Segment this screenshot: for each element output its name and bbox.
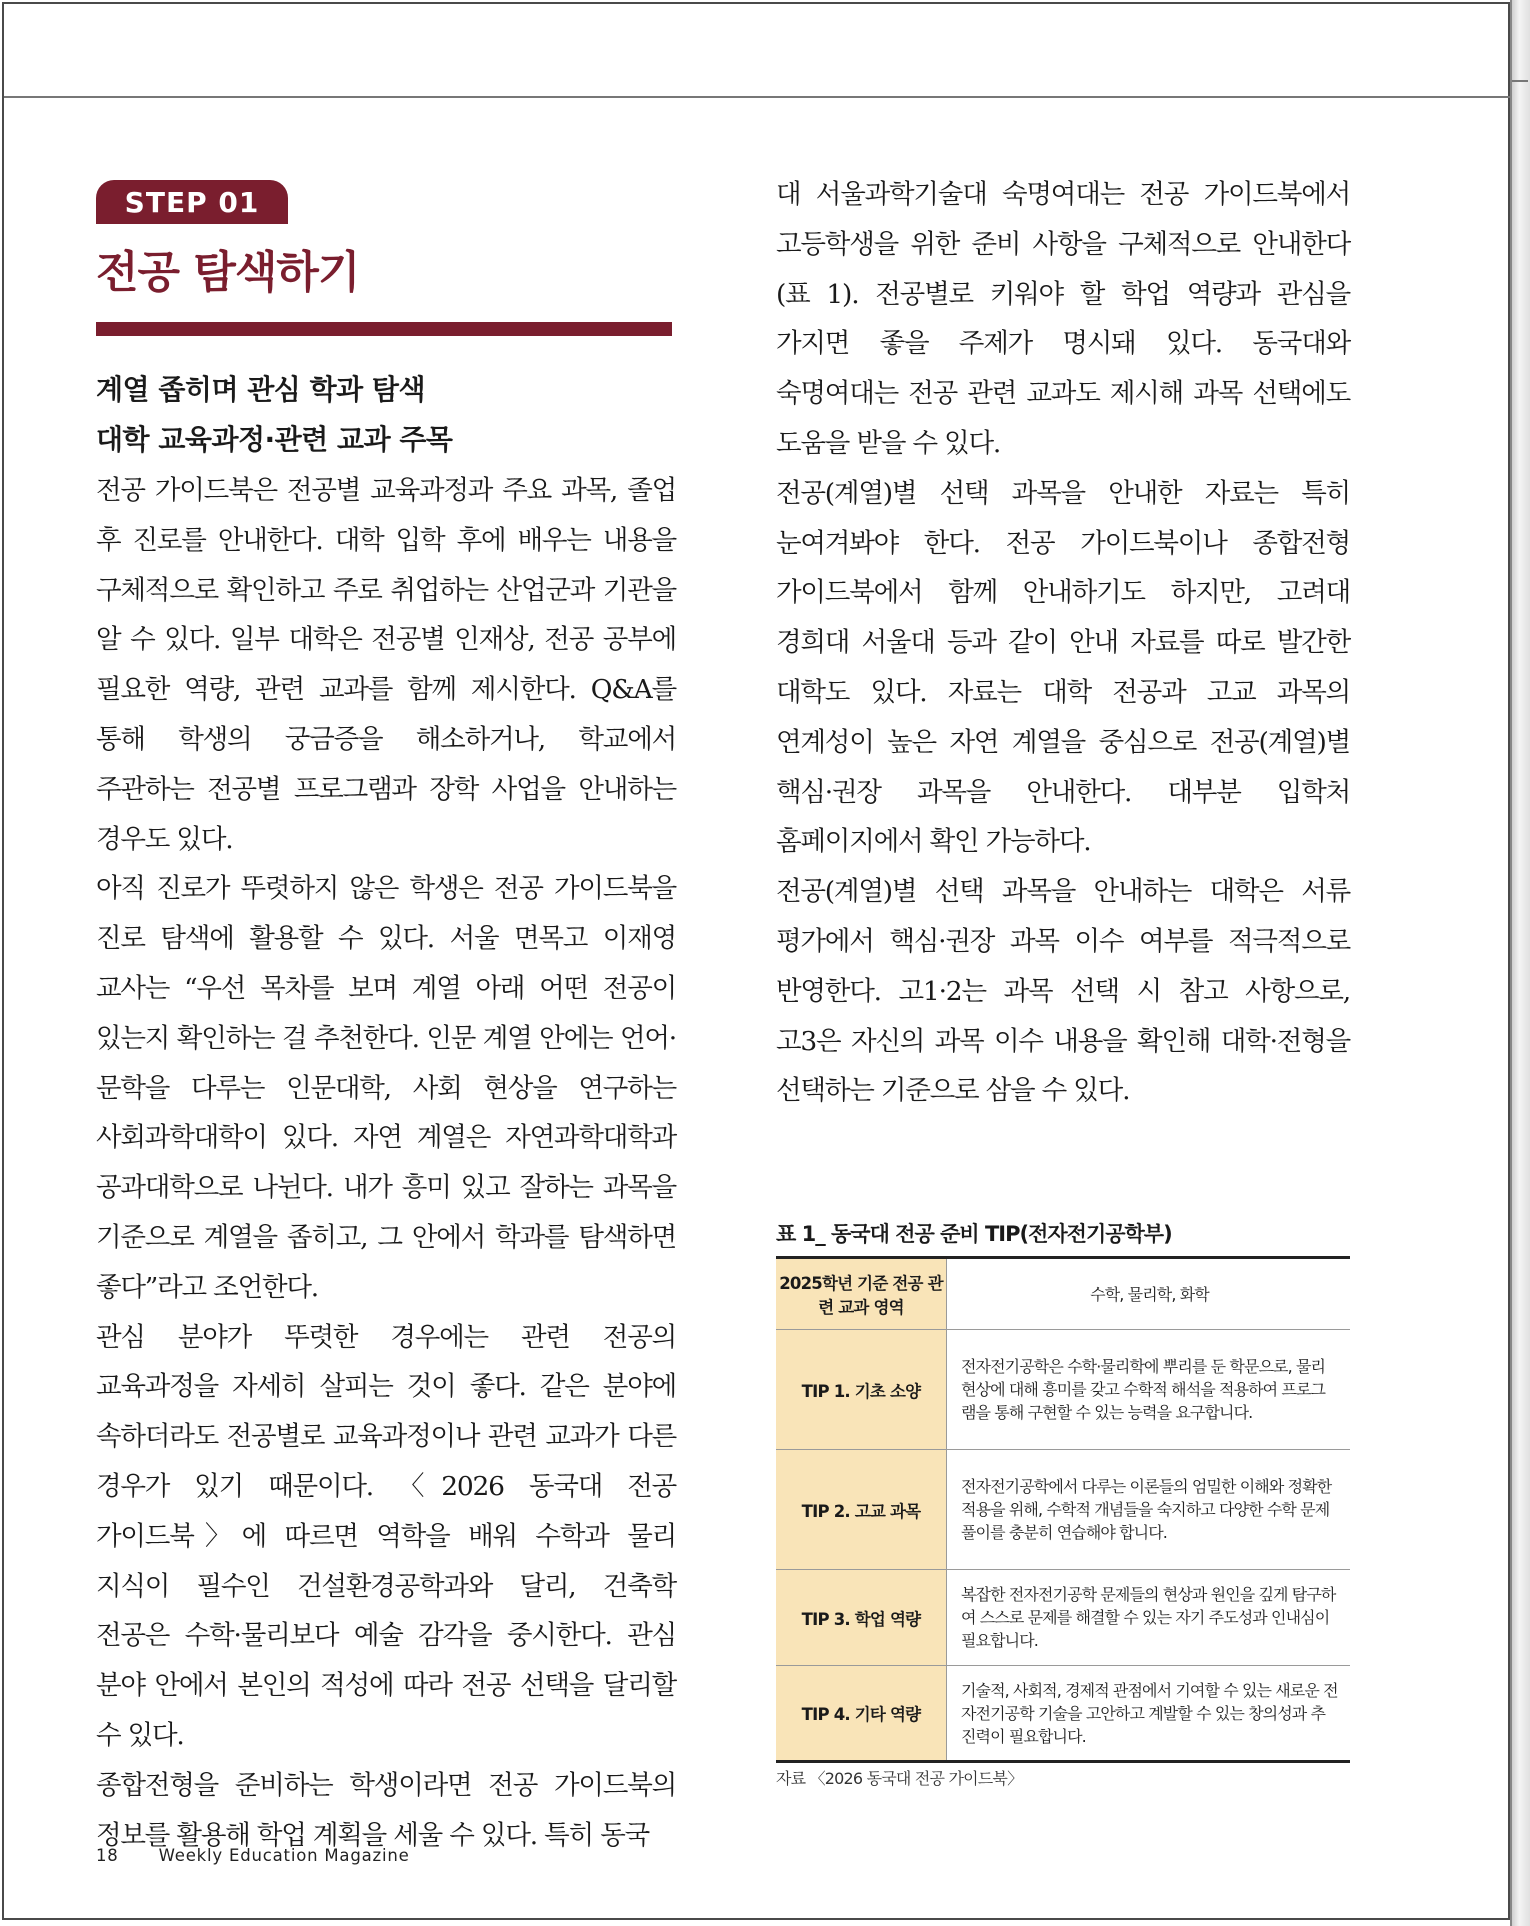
table-row-header: TIP 2. 고교 과목: [776, 1450, 947, 1570]
right-column: [776, 170, 1350, 1116]
table-row: [776, 1666, 1350, 1762]
body-paragraph: 대 서울과학기술대 숙명여대는 전공 가이드북에서 고등학생을 위한 준비 사항을 구체적으로 안내한다(표 1). 전공별로 키워야 할 학업 역량과 관심을 가지면 좋을 주제가 명시돼 있다. 동국대와 숙명여대는 전공 관련 교과도 제시해 과목 선택에도 도움을 받을 수 있다.: [776, 179, 1350, 459]
subhead-2: 대학 교육과정·관련 교과 주목: [96, 423, 453, 456]
page-number: 18: [96, 1846, 119, 1865]
left-column: [96, 466, 676, 1860]
title-underline-bar: [96, 322, 672, 336]
magazine-name: Weekly Education Magazine: [158, 1846, 410, 1865]
table-row-header: TIP 4. 기타 역량: [776, 1666, 947, 1762]
subhead-1: 계열 좁히며 관심 학과 탐색: [96, 373, 426, 406]
table-cell: 수학, 물리학, 화학: [947, 1258, 1351, 1330]
body-paragraph: 전공 가이드북은 전공별 교육과정과 주요 과목, 졸업 후 진로를 안내한다. 대학 입학 후에 배우는 내용을 구체적으로 확인하고 주로 취업하는 산업군과 기관을 알 수 있다. 일부 대학은 전공별 인재상, 전공 공부에 필요한 역량, 관련 교과를 함께 제시한다. Q&A를 통해 학생의 궁금증을 해소하거나, 학교에서 주관하는 전공별 프로그램과 장학 사업을 안내하는 경우도 있다.: [96, 475, 676, 855]
body-paragraph: 관심 분야가 뚜렷한 경우에는 관련 전공의 교육과정을 자세히 살피는 것이 좋다. 같은 분야에 속하더라도 전공별로 교육과정이나 관련 교과가 다른 경우가 있기 때문이다. 〈2026 동국대 전공 가이드북〉에 따르면 역학을 배워 수학과 물리 지식이 필수인 건설환경공학과와 달리, 건축학 전공은 수학·물리보다 예술 감각을 중시한다. 관심 분야 안에서 본인의 적성에 따라 전공 선택을 달리할 수 있다.: [96, 1321, 676, 1751]
table-row: [776, 1570, 1350, 1666]
body-paragraph: 아직 진로가 뚜렷하지 않은 학생은 전공 가이드북을 진로 탐색에 활용할 수 있다. 서울 면목고 이재영 교사는 “우선 목차를 보며 계열 아래 어떤 전공이 있는지 확인하는 걸 추천한다. 인문 계열 안에는 언어·문학을 다루는 인문대학, 사회 현상을 연구하는 사회과학대학이 있다. 자연 계열은 자연과학대학과 공과대학으로 나뉜다. 내가 흥미 있고 잘하는 과목을 기준으로 계열을 좁히고, 그 안에서 학과를 탐색하면 좋다”라고 조언한다.: [96, 873, 676, 1303]
table-row: [776, 1450, 1350, 1570]
page-footer: [96, 1846, 410, 1865]
tip-table: [776, 1256, 1350, 1763]
table-row-header: TIP 3. 학업 역량: [776, 1570, 947, 1666]
body-paragraph: 전공(계열)별 선택 과목을 안내한 자료는 특히 눈여겨봐야 한다. 전공 가이드북이나 종합전형 가이드북에서 함께 안내하기도 하지만, 고려대 경희대 서울대 등과 같이 안내 자료를 따로 발간한 대학도 있다. 자료는 대학 전공과 고교 과목의 연계성이 높은 자연 계열을 중심으로 전공(계열)별 핵심·권장 과목을 안내한다. 대부분 입학처 홈페이지에서 확인 가능하다.: [776, 477, 1350, 858]
table-row-header: TIP 1. 기초 소양: [776, 1330, 947, 1450]
body-paragraph: 전공(계열)별 선택 과목을 안내하는 대학은 서류 평가에서 핵심·권장 과목 이수 여부를 적극적으로 반영한다. 고1·2는 과목 선택 시 참고 사항으로, 고3은 자신의 과목 이수 내용을 확인해 대학·전형을 선택하는 기준으로 삼을 수 있다.: [776, 876, 1350, 1107]
body-paragraph: 종합전형을 준비하는 학생이라면 전공 가이드북의 정보를 활용해 학업 계획을 세울 수 있다. 특히 동국: [96, 1769, 676, 1851]
step-badge: STEP 01: [96, 180, 288, 224]
page-edge: [1510, 0, 1530, 1926]
header-rule: [4, 96, 1510, 98]
table-row: [776, 1258, 1350, 1330]
table-row: [776, 1330, 1350, 1450]
table-cell: 기술적, 사회적, 경제적 관점에서 기여할 수 있는 새로운 전자전기공학 기술을 고안하고 계발할 수 있는 창의성과 추진력이 필요합니다.: [961, 1680, 1338, 1746]
table-cell: 복잡한 전자전기공학 문제들의 현상과 원인을 깊게 탐구하여 스스로 문제를 해결할 수 있는 자기 주도성과 인내심이 필요합니다.: [947, 1570, 1351, 1666]
table-cell: 전자전기공학은 수학·물리학에 뿌리를 둔 학문으로, 물리 현상에 대해 흥미를 갖고 수학적 해석을 적용하여 프로그램을 통해 구현할 수 있는 능력을 요구합니다.: [947, 1330, 1351, 1450]
table-title: 표 1_ 동국대 전공 준비 TIP(전자전기공학부): [776, 1222, 1172, 1246]
table-row-header: 2025학년 기준 전공 관련 교과 영역: [776, 1258, 947, 1330]
page-edge-line: [1512, 80, 1528, 82]
section-title: 전공 탐색하기: [96, 247, 360, 298]
table-source: 자료 〈2026 동국대 전공 가이드북〉: [776, 1769, 1023, 1788]
table-cell: 전자전기공학에서 다루는 이론들의 엄밀한 이해와 정확한 적용을 위해, 수학적 개념들을 숙지하고 다양한 수학 문제 풀이를 충분히 연습해야 합니다.: [947, 1450, 1351, 1570]
